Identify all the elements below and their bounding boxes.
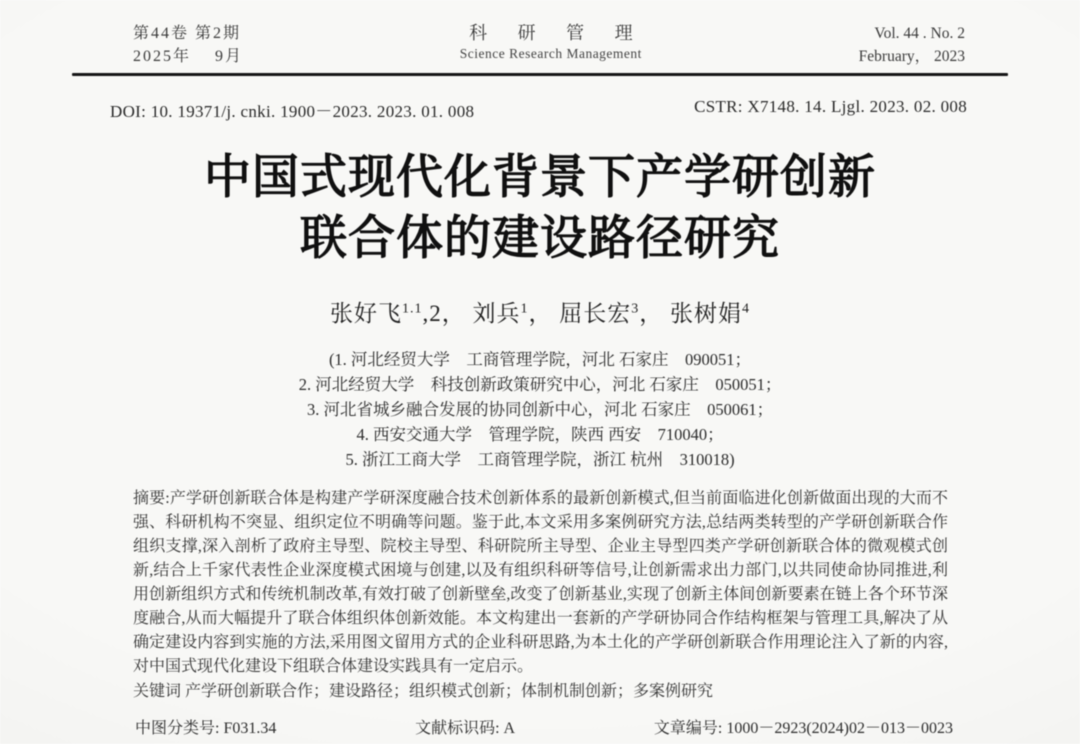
footer-line xyxy=(75,715,1005,738)
author-separator: ， xyxy=(528,301,553,326)
abstract-paragraph xyxy=(133,487,948,679)
identifier-row xyxy=(75,97,1005,122)
volume-label: Vol. 44 . No. 2 xyxy=(874,25,965,42)
author-entry xyxy=(473,301,553,326)
author-superscript: 4 xyxy=(742,301,750,317)
author-separator: ,2， xyxy=(422,301,473,326)
keywords-label: 关键词 xyxy=(133,683,182,700)
affiliations-block xyxy=(75,347,1005,472)
title-line-1: 中国式现代化背景下产学研创新 xyxy=(204,152,876,204)
affiliation-line: (1. 河北经贸大学 工商管理学院，河北 石家庄 090051； xyxy=(328,350,752,369)
affiliation-line: 4. 西安交通大学 管理学院，陕西 西安 710040； xyxy=(356,425,724,444)
document-code: 文献标识码: A xyxy=(415,720,516,737)
issue-label: 第44卷 第2期 xyxy=(133,25,242,42)
author-entry xyxy=(330,301,473,326)
month-label: February， 2023 xyxy=(858,48,965,65)
author-name: 屈长宏 xyxy=(559,301,632,326)
journal-name-en: Science Research Management xyxy=(459,46,642,61)
article-number: 文章编号: 1000－2923(2024)02－013－0023 xyxy=(653,720,953,737)
author-superscript: 1 xyxy=(520,301,529,317)
title-line-2: 联合体的建设路径研究 xyxy=(300,213,780,265)
author-superscript: 1.1 xyxy=(402,301,423,317)
abstract-label: 摘要: xyxy=(133,490,170,507)
clc-number: 中图分类号: F031.34 xyxy=(135,720,277,737)
authors-line xyxy=(75,295,1005,328)
cstr-text: CSTR: X7148. 14. Ljgl. 2023. 02. 008 xyxy=(694,97,967,116)
date-label: 2025年 9月 xyxy=(133,48,244,65)
journal-name-cn: 科 研 管 理 xyxy=(469,23,646,43)
affiliation-line: 2. 河北经贸大学 科技创新政策研究中心，河北 石家庄 050051； xyxy=(298,375,782,394)
author-entry xyxy=(559,301,663,326)
header-rule xyxy=(72,73,1008,76)
doi-text: DOI: 10. 19371/j. cnki. 1900－2023. 2023. 01. 008 xyxy=(110,102,475,121)
keywords-line xyxy=(133,680,948,704)
author-name: 张树娟 xyxy=(670,301,742,326)
header-center xyxy=(456,22,646,64)
header-left xyxy=(133,22,243,68)
keywords-text: 产学研创新联合作；建设路径；组织模式创新；体制机制创新；多案例研究 xyxy=(185,683,714,700)
article-title xyxy=(75,148,1005,270)
header-right xyxy=(859,22,965,68)
author-superscript: 3 xyxy=(631,301,640,317)
affiliation-line: 5. 浙江工商大学 工商管理学院，浙江 杭州 310018) xyxy=(345,450,735,469)
abstract-text: 产学研创新联合体是构建产学研深度融合技术创新体系的最新创新模式,但当前面临进化创新做面出现的大而不强、科研机构不突显、组织定位不明确等问题。鉴于此,本文采用多案例研究方法,总结两类转型的产学研创新联合作组织支撑,深入剖析了政府主导型、院校主导型、科研院所主导型、企业主导型四类产学研创新联合体的微观模式创新,结合上千家代表性企业深度模式困境与创建,以及有组织科研等信号,让创新需求出力部门,以共同使命协同推进,利用创新组织方式和传统机制改革,有效打破了创新壁垒,改变了创新基业,实现了创新主体间创新要素在链上各个环节深度融合,从而大幅提升了联合体组织体创新效能。本文构建出一套新的产学研协同合作结构框架与管理工具,解决了从确定建设内容到实施的方法,采用图文留用方式的企业科研思路,为本土化的产学研创新联合作用理论注入了新的内容,对中国式现代化建设下组联合体建设实践具有一定启示。 xyxy=(133,490,948,675)
author-name: 刘兵 xyxy=(472,301,521,326)
affiliation-line: 3. 河北省城乡融合发展的协同创新中心，河北 石家庄 050061； xyxy=(306,400,774,419)
author-entry xyxy=(670,301,750,326)
author-separator: ， xyxy=(639,301,664,326)
journal-header xyxy=(75,20,1005,68)
author-name: 张好飞 xyxy=(330,301,402,326)
